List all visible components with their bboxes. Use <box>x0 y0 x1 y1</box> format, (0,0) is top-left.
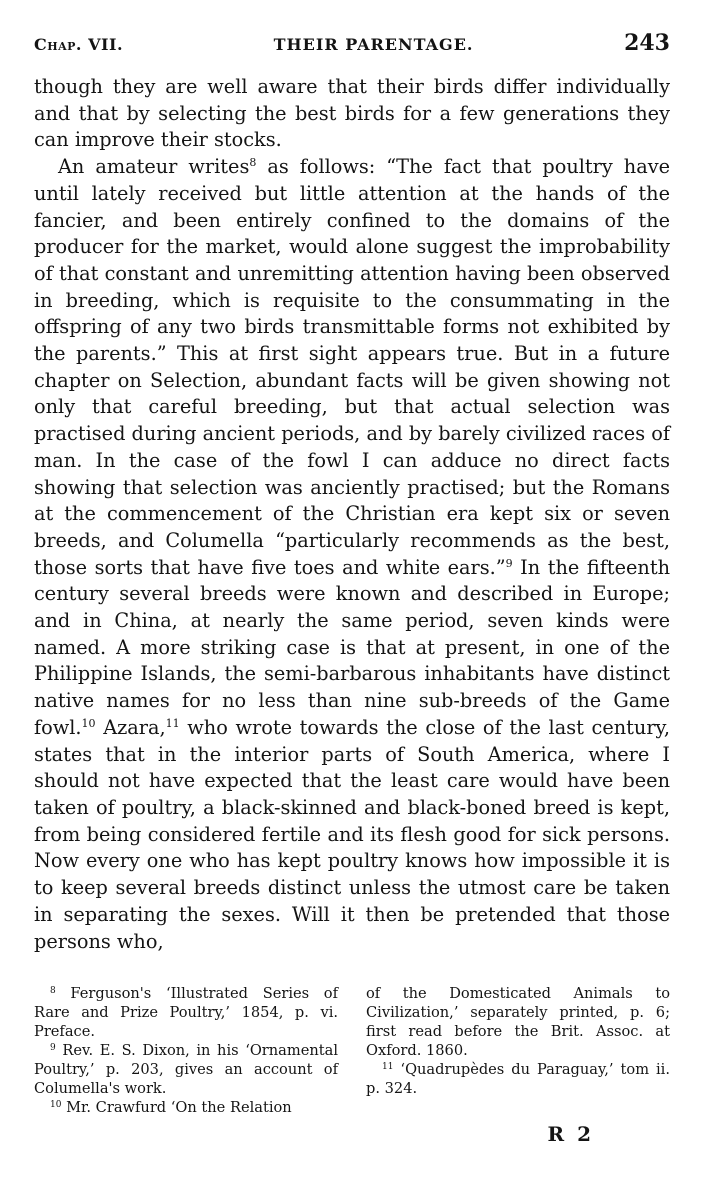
footnotes-left-column <box>34 984 338 1117</box>
text-run: who wrote towards the close of the last century, states that in the interior parts of South America, where I should not have expected that the least care would have been taken of poultry, a black-skinned and black-boned breed is kept, from being considered fertile and its flesh good for sick persons. Now every one who has kept poultry knows how impossible it is to keep several breeds distinct unless the utmost care be taken in separating the sexes. Will it then be pretended that those persons who, <box>34 715 670 953</box>
text-run: In the fifteenth century several breeds were known and described in Europe; and in China, at nearly the same period, seven kinds were named. A more striking case is that at present, in one of the Philippine Islands, the semi-barbarous inhabitants have distinct native names for no less than nine sub-breeds of the Game fowl. <box>34 555 670 739</box>
footnotes <box>34 984 670 1117</box>
book-page <box>34 30 671 1146</box>
footnote-8 <box>34 984 338 1041</box>
footnote-9 <box>34 1041 338 1098</box>
chapter-label: Chap. VII. <box>34 35 124 54</box>
footnotes-right-column <box>366 984 670 1117</box>
footnote-ref-11: 11 <box>165 716 180 730</box>
footnote-text: Rev. E. S. Dixon, in his ‘Ornamental Poultry,’ p. 203, gives an account of Columella's work. <box>34 1042 338 1097</box>
paragraph-2 <box>34 154 670 955</box>
footnote-ref-8: 8 <box>249 156 257 170</box>
footnote-number: 9 <box>50 1043 56 1053</box>
footnote-text: Ferguson's ‘Illustrated Series of Rare and Prize Poultry,’ 1854, p. vi. Preface. <box>34 985 338 1040</box>
footnote-number: 8 <box>50 986 56 996</box>
body-text <box>34 74 670 955</box>
footnote-number: 10 <box>50 1100 62 1110</box>
footnote-11 <box>366 1060 670 1098</box>
running-header <box>34 30 670 64</box>
signature-mark: R 2 <box>547 1122 594 1146</box>
text-run: An amateur writes <box>58 155 250 179</box>
footnote-text: ‘Quadrupèdes du Paraguay,’ tom ii. p. 324. <box>366 1061 670 1097</box>
text-run: as follows: “The fact that poultry have until lately received but little attention at the hands of the fancier, and been entirely confined to the domains of the producer for the market, would alone suggest the improbability of that constant and unremitting attention having been observed in breeding, which is requisite to the consummating in the offspring of any two birds transmittable forms not exhibited by the parents.” This at first sight appears true. But in a future chapter on Selection, abundant facts will be given showing not only that careful breeding, but that actual selection was practised during ancient periods, and by barely civilized races of man. In the case of the fowl I can adduce no direct facts showing that selection was anciently practised; but the Romans at the commencement of the Christian era kept six or seven breeds, and Columella “particularly recommends as the best, those sorts that have five toes and white ears.” <box>34 155 671 579</box>
footnote-number: 11 <box>382 1062 394 1072</box>
paragraph-1: though they are well aware that their birds differ individually and that by selecting the best birds for a few generations they can improve their stocks. <box>34 75 670 152</box>
footnote-10 <box>34 1098 338 1117</box>
footnote-ref-9: 9 <box>505 556 513 570</box>
text-run: Azara, <box>95 715 166 739</box>
running-title: THEIR PARENTAGE. <box>273 35 474 54</box>
footnote-text: Mr. Crawfurd ‘On the Relation <box>61 1099 292 1116</box>
footnote-10-continued: of the Domesticated Animals to Civilization,’ separately printed, p. 6; first read before the Brit. Assoc. at Oxford. 1860. <box>366 985 670 1059</box>
footnote-ref-10: 10 <box>81 716 96 730</box>
page-number: 243 <box>624 30 670 56</box>
